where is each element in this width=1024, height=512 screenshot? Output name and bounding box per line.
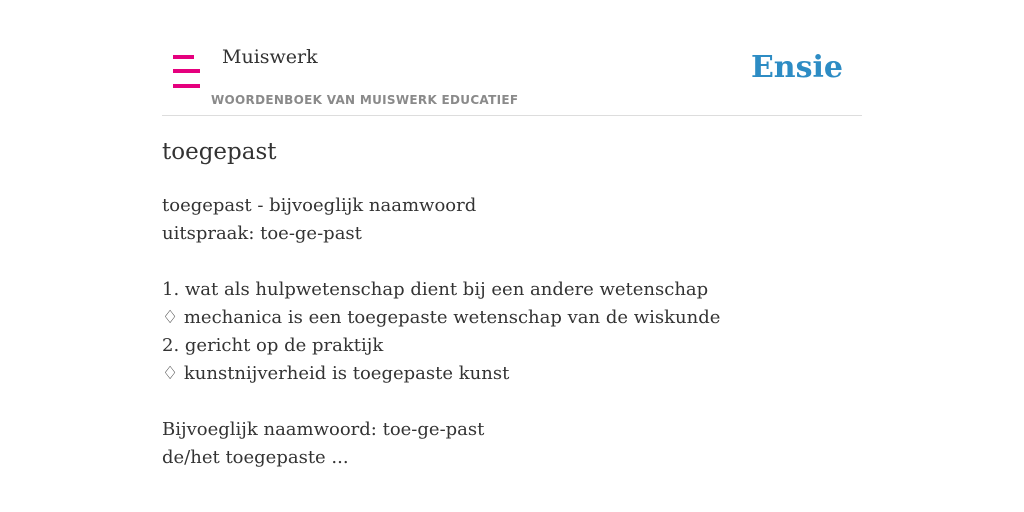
entry-line-definition-2: 2. gericht op de praktijk	[162, 335, 384, 356]
entry-line-definition-1: 1. wat als hulpwetenschap dient bij een andere wetenschap	[162, 279, 709, 300]
entry-line-pronunciation: uitspraak: toe-ge-past	[162, 223, 362, 244]
entry-line-hyphenation: Bijvoeglijk naamwoord: toe-ge-past	[162, 419, 485, 440]
entry-line-inflection: de/het toegepaste ...	[162, 447, 349, 468]
ensie-logo[interactable]: Ensie	[750, 50, 843, 85]
brand-subtitle: WOORDENBOEK VAN MUISWERK EDUCATIEF	[211, 93, 519, 107]
entry-line-example-2: ♢ kunstnijverheid is toegepaste kunst	[162, 363, 510, 384]
brand-name[interactable]: Muiswerk	[222, 46, 318, 68]
entry-title: toegepast	[162, 139, 277, 165]
entry-line-example-1: ♢ mechanica is een toegepaste wetenschap van de wiskunde	[162, 307, 721, 328]
entry-line-blank	[162, 388, 862, 416]
page	[162, 0, 862, 512]
entry-line-word-class: toegepast - bijvoeglijk naamwoord	[162, 195, 477, 216]
entry-line-blank	[162, 248, 862, 276]
muiswerk-e-icon[interactable]	[173, 55, 200, 88]
site-header	[162, 0, 862, 116]
entry-body	[162, 192, 862, 472]
